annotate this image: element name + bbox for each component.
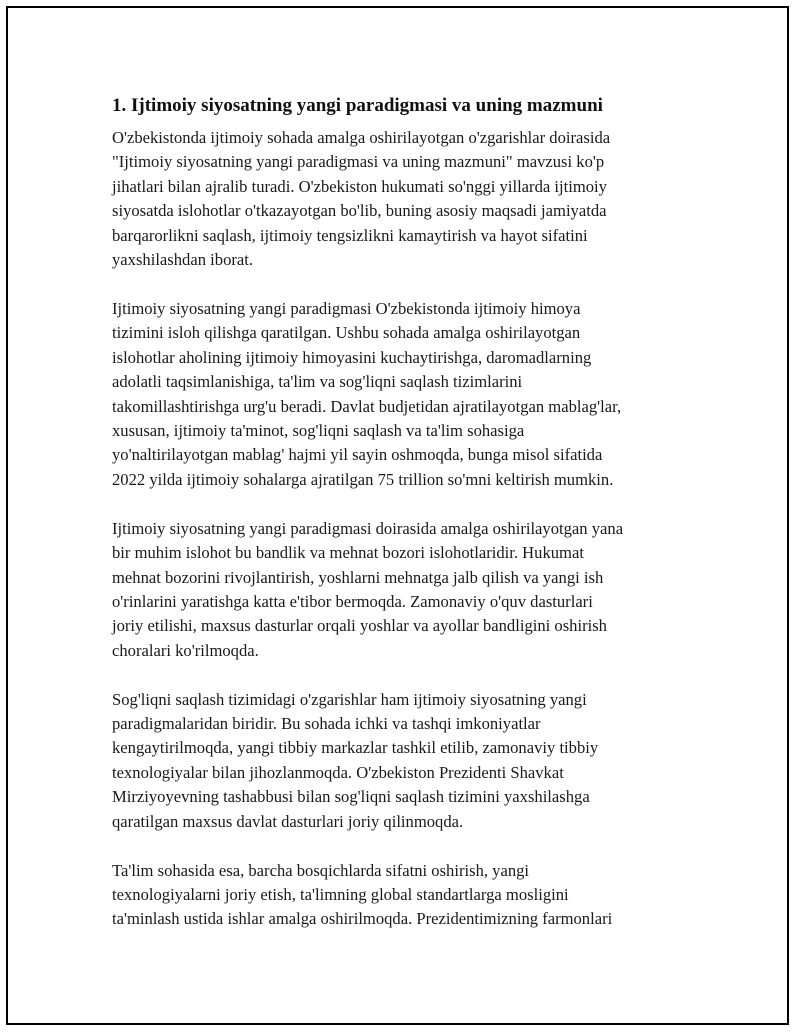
- text-line: yaxshilashdan iborat.: [112, 250, 254, 270]
- text-line: Ijtimoiy siyosatning yangi paradigmasi doirasida amalga oshirilayotgan yana: [112, 518, 624, 538]
- paragraph-2: [112, 297, 702, 492]
- document-content: [112, 92, 702, 956]
- text-line: takomillashtirishga urg'u beradi. Davlat budjetidan ajratilayotgan mablag'lar,: [112, 396, 622, 416]
- text-line: texnologiyalar bilan jihozlanmoqda. O'zbekiston Prezidenti Shavkat: [112, 762, 564, 782]
- paragraph-5: [112, 859, 702, 932]
- text-line: texnologiyalarni joriy etish, ta'limning global standartlarga mosligini: [112, 884, 569, 904]
- text-line: 2022 yilda ijtimoiy sohalarga ajratilgan 75 trillion so'mni keltirish mumkin.: [112, 469, 614, 489]
- paragraph-3: [112, 517, 702, 663]
- text-line: paradigmalaridan biridir. Bu sohada ichki va tashqi imkoniyatlar: [112, 714, 541, 734]
- text-line: mehnat bozorini rivojlantirish, yoshlarni mehnatga jalb qilish va yangi ish: [112, 567, 604, 587]
- text-line: ta'minlash ustida ishlar amalga oshirilmoqda. Prezidentimizning farmonlari: [112, 909, 613, 929]
- text-line: o'rinlarini yaratishga katta e'tibor bermoqda. Zamonaviy o'quv dasturlari: [112, 591, 593, 611]
- text-line: choralari ko'rilmoqda.: [112, 640, 259, 660]
- text-line: siyosatda islohotlar o'tkazayotgan bo'lib, buning asosiy maqsadi jamiyatda: [112, 201, 607, 221]
- text-line: islohotlar aholining ijtimoiy himoyasini kuchaytirishga, daromadlarning: [112, 347, 592, 367]
- text-line: barqarorlikni saqlash, ijtimoiy tengsizlikni kamaytirish va hayot sifatini: [112, 225, 588, 245]
- text-line: Ijtimoiy siyosatning yangi paradigmasi O'zbekistonda ijtimoiy himoya: [112, 298, 581, 318]
- paragraph-4: [112, 688, 702, 834]
- text-line: "Ijtimoiy siyosatning yangi paradigmasi va uning mazmuni" mavzusi ko'p: [112, 152, 605, 172]
- text-line: adolatli taqsimlanishiga, ta'lim va sog'liqni saqlash tizimlarini: [112, 372, 523, 392]
- text-line: Mirziyoyevning tashabbusi bilan sog'liqni saqlash tizimini yaxshilashga: [112, 787, 590, 807]
- paragraph-1: [112, 126, 702, 272]
- section-heading: 1. Ijtimoiy siyosatning yangi paradigmasi va uning mazmuni: [112, 95, 603, 116]
- text-line: O'zbekistonda ijtimoiy sohada amalga oshirilayotgan o'zgarishlar doirasida: [112, 128, 611, 147]
- text-line: jihatlari bilan ajralib turadi. O'zbekiston hukumati so'nggi yillarda ijtimoiy: [112, 176, 607, 196]
- text-line: qaratilgan maxsus davlat dasturlari joriy qilinmoqda.: [112, 811, 464, 831]
- text-line: tizimini isloh qilishga qaratilgan. Ushbu sohada amalga oshirilayotgan: [112, 323, 581, 343]
- text-line: Sog'liqni saqlash tizimidagi o'zgarishlar ham ijtimoiy siyosatning yangi: [112, 689, 587, 709]
- text-line: yo'naltirilayotgan mablag' hajmi yil sayin oshmoqda, bunga misol sifatida: [112, 445, 603, 465]
- text-line: xususan, ijtimoiy ta'minot, sog'liqni saqlash va ta'lim sohasiga: [112, 420, 525, 440]
- text-line: joriy etilishi, maxsus dasturlar orqali yoshlar va ayollar bandligini oshirish: [112, 616, 607, 636]
- text-line: bir muhim islohot bu bandlik va mehnat bozori islohotlaridir. Hukumat: [112, 543, 584, 563]
- text-line: kengaytirilmoqda, yangi tibbiy markazlar tashkil etilib, zamonaviy tibbiy: [112, 738, 599, 758]
- text-line: Ta'lim sohasida esa, barcha bosqichlarda sifatni oshirish, yangi: [112, 860, 530, 880]
